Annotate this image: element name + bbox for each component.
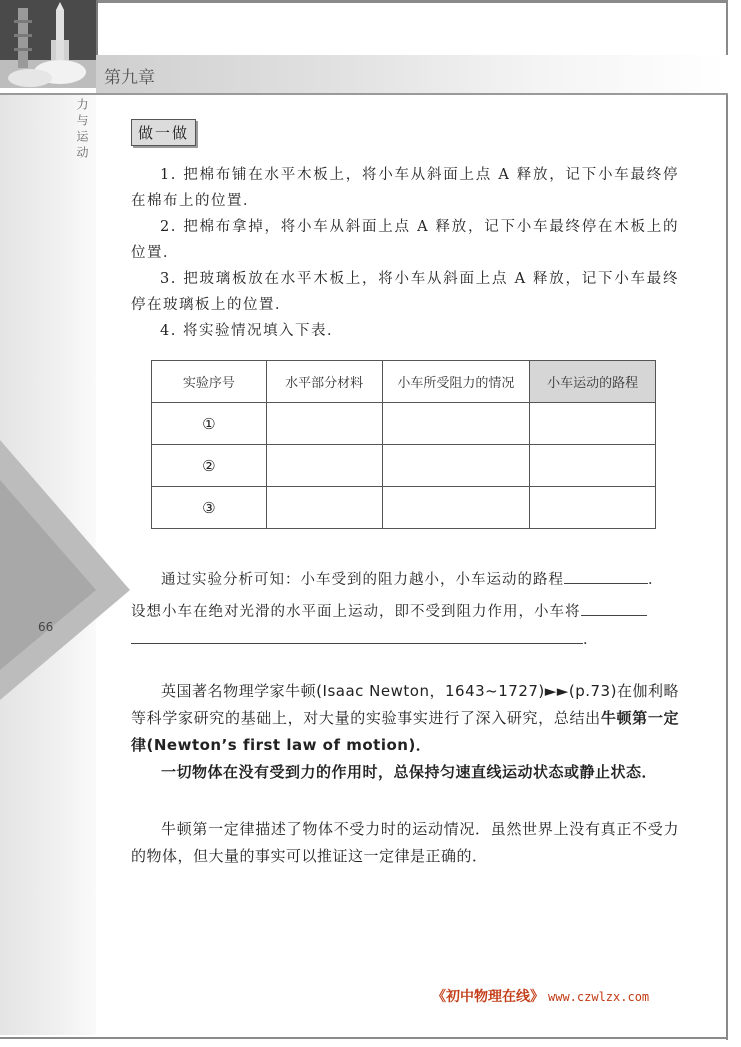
table-header-row [152,361,656,403]
row-number: ③ [152,487,267,529]
side-triangle-decoration [0,440,130,700]
table-row [152,403,656,445]
page-number: 66 [38,620,54,634]
header-surface-material: 水平部分材料 [266,361,382,403]
table-cell [382,445,530,487]
table-row [152,487,656,529]
row-number: ② [152,445,267,487]
newton-intro-pre: 英国著名物理学家牛顿(Isaac Newton，1643~1727) [161,682,545,700]
row-number: ① [152,403,267,445]
table-cell [530,403,656,445]
newton-law-name: 牛顿第一定律(Newton’s first law of motion)． [131,709,679,754]
side-section-label: 力与运动 [75,98,89,162]
header-trial-number: 实验序号 [152,361,267,403]
question-1-text: 通过实验分析可知：小车受到的阻力越小，小车运动的路程 [161,572,564,588]
newton-intro-post: 在伽利略等科学家研究的基础上，对大量的实验事实进行了深入研究，总结出 [131,682,679,727]
question-1 [131,566,691,593]
table-cell [382,487,530,529]
answer-blank-2b [131,626,583,644]
rocket-launch-image [0,0,96,88]
table-cell [266,403,382,445]
page-frame-bottom [0,1037,728,1039]
cross-reference-link[interactable]: ►►(p.73) [544,682,617,700]
chapter-band-line [0,93,728,95]
table-cell [530,487,656,529]
activity-step-1: 1. 把棉布铺在水平木板上，将小车从斜面上点 A 释放，记下小车最终停在棉布上的位置． [131,167,679,209]
table-row [152,445,656,487]
table-cell [382,403,530,445]
footer [432,986,649,1006]
newton-intro [131,678,679,786]
question-2-continued [131,626,691,653]
question-2-text: 设想小车在绝对光滑的水平面上运动，即不受到阻力作用，小车将 [131,604,581,620]
newton-note [131,816,679,870]
question-2-end: ． [583,632,599,648]
chapter-band [96,55,728,93]
newton-law-statement: 一切物体在没有受到力的作用时，总保持匀速直线运动状态或静止状态． [161,763,658,781]
answer-blank-1 [564,566,648,584]
answer-blank-2a [581,598,647,616]
table-cell [530,445,656,487]
experiment-table [151,360,656,529]
activity-steps [131,162,679,344]
table-cell [266,445,382,487]
page-frame-right [726,0,728,1040]
footer-brand: 《初中物理在线》 [432,989,544,1005]
newton-note-paragraph: 牛顿第一定律描述了物体不受力时的运动情况．虽然世界上没有真正不受力的物体，但大量的事实可以推证这一定律是正确的． [131,820,679,865]
page-frame-top [0,0,728,3]
footer-url[interactable]: www.czwlzx.com [548,990,650,1004]
question-1-end: ． [648,572,664,588]
activity-step-2: 2. 把棉布拿掉，将小车从斜面上点 A 释放，记下小车最终停在木板上的位置． [131,219,679,261]
table-cell [266,487,382,529]
newton-intro-paragraph [131,678,679,759]
activity-step-3: 3. 把玻璃板放在水平木板上，将小车从斜面上点 A 释放，记下小车最终停在玻璃板上的位置． [131,271,679,313]
question-2 [131,598,691,625]
activity-tag: 做一做 [131,119,196,146]
header-distance: 小车运动的路程 [530,361,656,403]
rocket-launch-photo [0,0,96,88]
chapter-title: 第九章 [104,68,155,88]
activity-step-4: 4. 将实验情况填入下表． [160,323,343,339]
header-resistance: 小车所受阻力的情况 [382,361,530,403]
